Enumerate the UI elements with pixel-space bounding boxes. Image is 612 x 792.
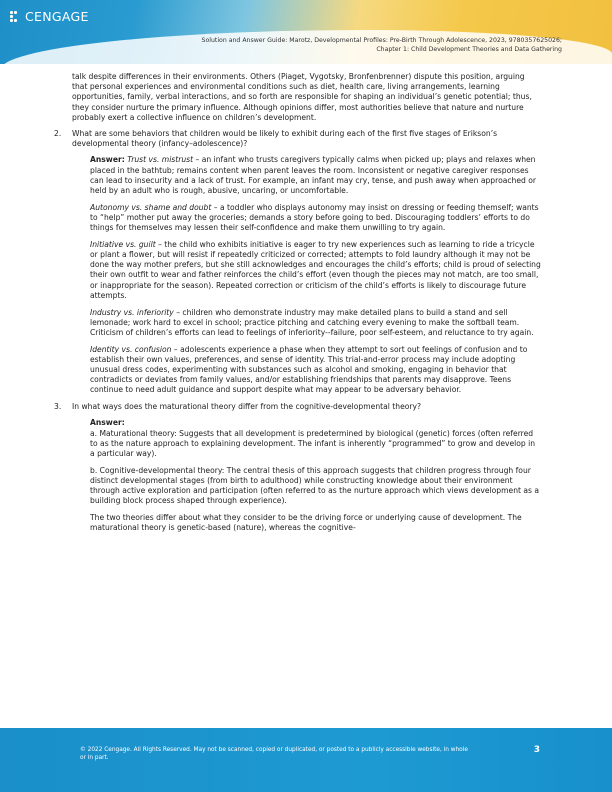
stage-text: – a toddler who displays autonomy may insist on dressing or feeding themself; wants to “help” mother put away the groceries; demands a story before going to bed. Discouraging toddlers’ efforts to do things for themselves may lessen their self-confidence and make them unwilling to try again. xyxy=(90,202,539,233)
page-header-banner xyxy=(0,0,612,64)
running-head xyxy=(82,36,562,54)
question-text: In what ways does the maturational theory differ from the cognitive-developmental theory? xyxy=(72,402,422,412)
answer-2 xyxy=(90,155,542,395)
stage-text: – an infant who trusts caregivers typically calms when picked up; plays and relaxes when placed in the bathtub; remains content when parent leaves the room. Inconsistent or negative caregiver responses can lead to insecurity and a lack of trust. For example, an infant may cry, tense, and push away when approached or held by an adult who is rough, abusive, uncaring, or uncomfortable. xyxy=(90,155,537,196)
intro-paragraph: talk despite differences in their environments. Others (Piaget, Vygotsky, Bronfenbrenner) dispute this position, arguing that personal experiences and environmental conditions such as diet, health care, living arrangements, learning opportunities, family, verbal interactions, and so forth are responsible for shaping an individual’s genetic potential; thus, they consider nurture the primary influence. Although opinions differ, most authorities believe that nature and nurture probably exert a collective influence on children’s development. xyxy=(72,72,532,122)
stage-paragraph xyxy=(90,308,542,339)
stage-term: Trust vs. mistrust xyxy=(127,155,194,165)
cengage-logo xyxy=(10,9,89,24)
running-head-line-2: Chapter 1: Child Development Theories and Data Gathering xyxy=(376,46,562,53)
stage-text: – adolescents experience a phase when they attempt to sort out feelings of confusion and to establish their own values, preferences, and sense of identity. This trial-and-error process may include adopting unusual dress codes, experimenting with substances such as alcohol and smoking, engaging in behavior that contradicts or deviates from family values, and/or establishing friendships that parents may disapprove. Teens continue to need adult guidance and support despite what may appear to be adversary behavior. xyxy=(90,344,528,395)
stage-paragraph xyxy=(90,345,542,396)
answer-part-b: b. Cognitive-developmental theory: The central thesis of this approach suggests that children progress through four distinct developmental stages (from birth to adulthood) while constructing knowledge about their environment through active exploration and participation (often referred to as the nurture approach which views development as a building block process shaped through experience). xyxy=(90,465,540,506)
answer-closing: The two theories differ about what they consider to be the driving force or underlying cause of development. The maturational theory is genetic-based (nature), whereas the cognitive- xyxy=(90,513,522,533)
stage-text: – the child who exhibits initiative is eager to try new experiences such as learning to ride a tricycle or plant a flower, but will resist if repeatedly criticized or corrected; attempts to fold laundry although it may not be done the way mother prefers, but she still acknowledges and encourages the child’s efforts; child is proud of selecting their own outfit to wear and father reinforces the child’s effort (even though the pieces may not match, are too small, or inappropriate for the season). Repeated correction or criticism of the child’s efforts is likely to discourage future attempts. xyxy=(90,239,541,300)
copyright-notice: © 2022 Cengage. All Rights Reserved. May not be scanned, copied or duplicated, or posted to a publicly accessible website, in whole or in part. xyxy=(80,747,468,761)
stage-term: Autonomy vs. shame and doubt xyxy=(90,202,212,212)
answer-3 xyxy=(90,418,542,533)
stage-paragraph xyxy=(90,240,542,301)
running-head-line-1: Solution and Answer Guide: Marotz, Developmental Profiles: Pre-Birth Through Adolescence, 2023, 9780357625026; xyxy=(201,37,562,44)
page-body xyxy=(54,72,542,540)
answer-label: Answer: xyxy=(90,418,125,428)
page-footer xyxy=(0,728,612,792)
question-3 xyxy=(54,402,542,412)
answer-part-a: a. Maturational theory: Suggests that all development is predetermined by biological (genetic) forces (often referred to as the nature approach to explaining development. The infant is inherently “programmed” to grow and develop in a particular way). xyxy=(90,428,536,458)
answer-label: Answer: xyxy=(90,155,125,165)
page-number: 3 xyxy=(533,745,540,755)
stage-term: Initiative vs. guilt xyxy=(90,239,156,249)
stage-text: – children who demonstrate industry may make detailed plans to build a stand and sell lemonade; work hard to excel in school; practice pitching and catching every evening to make the softball team. Criticism of children’s efforts can lead to feelings of inferiority--failure, poor self-esteem, and reluctance to try again. xyxy=(90,307,534,337)
stage-paragraph xyxy=(90,203,542,234)
answer-label-line xyxy=(90,418,542,428)
question-number: 2. xyxy=(54,129,62,139)
stage-paragraph xyxy=(90,155,542,196)
logo-text: CENGAGE xyxy=(25,9,89,24)
question-2 xyxy=(54,129,542,149)
question-number: 3. xyxy=(54,402,62,412)
stage-term: Identity vs. confusion xyxy=(90,344,172,354)
cengage-mark-icon xyxy=(10,11,20,23)
question-text: What are some behaviors that children would be likely to exhibit during each of the first five stages of Erikson’s developmental theory (infancy–adolescence)? xyxy=(72,129,498,149)
stage-term: Industry vs. inferiority xyxy=(90,307,174,317)
